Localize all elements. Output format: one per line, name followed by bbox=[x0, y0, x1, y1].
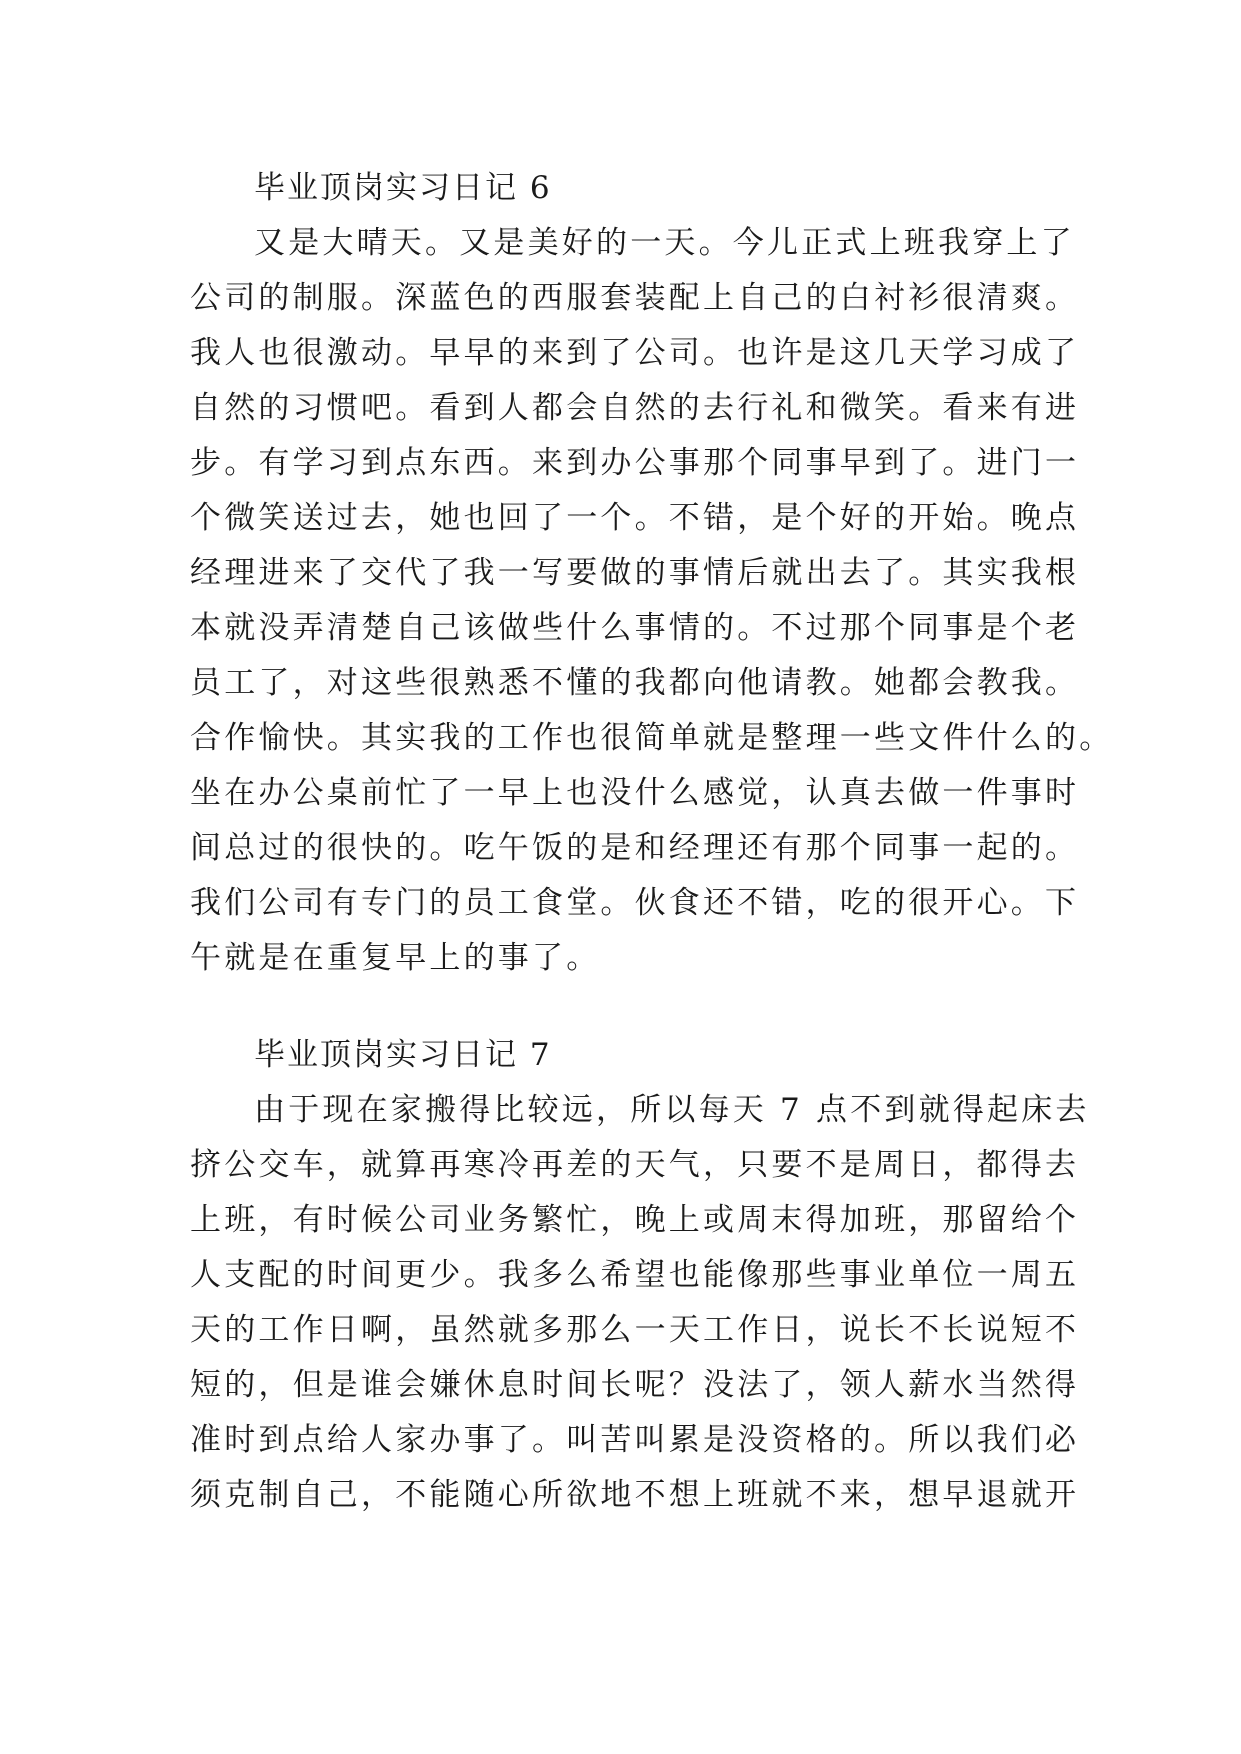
paragraph-line: 我们公司有专门的员工食堂。伙食还不错，吃的很开心。下 bbox=[190, 885, 1080, 921]
diary-heading-6: 毕业顶岗实习日记 6 bbox=[254, 170, 552, 206]
paragraph-line: 由于现在家搬得比较远，所以每天 7 点不到就得起床去 bbox=[254, 1092, 1090, 1128]
paragraph-line: 我人也很激动。早早的来到了公司。也许是这几天学习成了 bbox=[190, 335, 1080, 371]
paragraph-line: 上班，有时候公司业务繁忙，晚上或周末得加班，那留给个 bbox=[190, 1202, 1080, 1238]
paragraph-line: 坐在办公桌前忙了一早上也没什么感觉，认真去做一件事时 bbox=[190, 775, 1080, 811]
paragraph-line: 自然的习惯吧。看到人都会自然的去行礼和微笑。看来有进 bbox=[190, 390, 1080, 426]
paragraph-line: 公司的制服。深蓝色的西服套装配上自己的白衬衫很清爽。 bbox=[190, 280, 1080, 316]
paragraph-line: 员工了，对这些很熟悉不懂的我都向他请教。她都会教我。 bbox=[190, 665, 1080, 701]
paragraph-line: 间总过的很快的。吃午饭的是和经理还有那个同事一起的。 bbox=[190, 830, 1080, 866]
paragraph-line: 合作愉快。其实我的工作也很简单就是整理一些文件什么的。 bbox=[190, 720, 1114, 756]
paragraph-line: 经理进来了交代了我一写要做的事情后就出去了。其实我根 bbox=[190, 555, 1080, 591]
diary-heading-7: 毕业顶岗实习日记 7 bbox=[254, 1037, 552, 1073]
paragraph-line: 短的，但是谁会嫌休息时间长呢？没法了，领人薪水当然得 bbox=[190, 1367, 1080, 1403]
paragraph-line: 本就没弄清楚自己该做些什么事情的。不过那个同事是个老 bbox=[190, 610, 1080, 646]
paragraph-line: 又是大晴天。又是美好的一天。今儿正式上班我穿上了 bbox=[254, 225, 1075, 261]
paragraph-line: 天的工作日啊，虽然就多那么一天工作日，说长不长说短不 bbox=[190, 1312, 1080, 1348]
paragraph-line: 人支配的时间更少。我多么希望也能像那些事业单位一周五 bbox=[190, 1257, 1080, 1293]
paragraph-line: 准时到点给人家办事了。叫苦叫累是没资格的。所以我们必 bbox=[190, 1422, 1080, 1458]
paragraph-line: 午就是在重复早上的事了。 bbox=[190, 940, 601, 976]
paragraph-line: 须克制自己，不能随心所欲地不想上班就不来，想早退就开 bbox=[190, 1477, 1080, 1513]
paragraph-line: 挤公交车，就算再寒冷再差的天气，只要不是周日，都得去 bbox=[190, 1147, 1080, 1183]
paragraph-line: 个微笑送过去，她也回了一个。不错，是个好的开始。晚点 bbox=[190, 500, 1080, 536]
paragraph-line: 步。有学习到点东西。来到办公事那个同事早到了。进门一 bbox=[190, 445, 1080, 481]
